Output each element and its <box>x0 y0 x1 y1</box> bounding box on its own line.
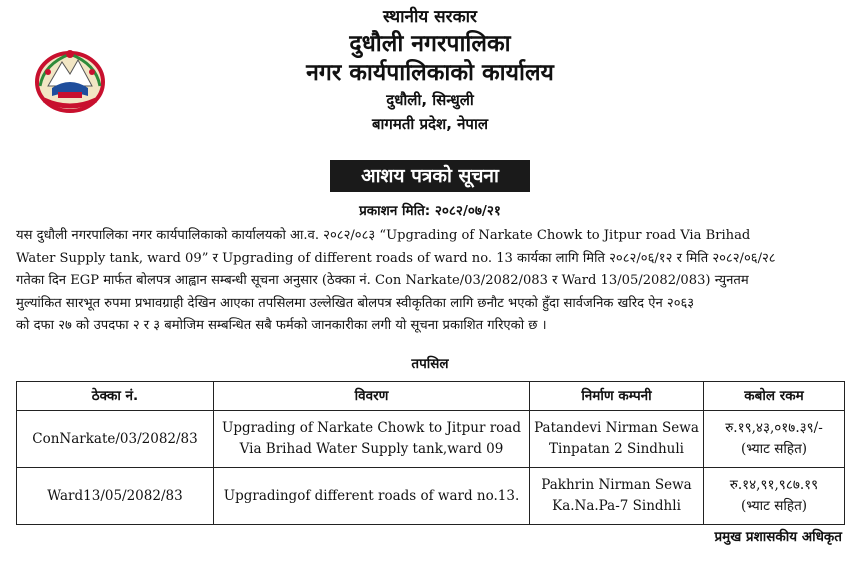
header-line-province: बागमती प्रदेश, नेपाल <box>371 114 489 133</box>
header-company: निर्माण कम्पनी <box>530 382 704 411</box>
notice-body-line: यस दुधौली नगरपालिका नगर कार्यपालिकाको कार्यालयको आ.व. २०८२/०८३ “Upgrading of Narkate Chowk to Jitpur road Via Brihad <box>16 228 751 243</box>
table-header-row <box>17 382 845 411</box>
header-line-government: स्थानीय सरकार <box>382 7 477 27</box>
company-address: Ka.Na.Pa-7 Sindhli <box>552 498 681 514</box>
table-row <box>17 468 845 525</box>
description-line: Upgradingof different roads of ward no.13. <box>223 487 520 504</box>
header-line-office: नगर कार्यपालिकाको कार्यालय <box>306 59 554 86</box>
amount-value: रु.१९,४३,०१७.३९/- <box>725 420 823 436</box>
publication-date: प्रकाशन मिति: २०८२/०७/२१ <box>359 203 501 219</box>
amount-value: रु.१४,९१,९८७.१९ <box>729 477 819 493</box>
company-address: Tinpatan 2 Sindhuli <box>549 441 684 457</box>
company-name: Patandevi Nirman Sewa <box>534 420 699 436</box>
notice-body-line: Water Supply tank, ward 09” र Upgrading of different roads of ward no. 13 कार्यका लागि मिति २०८२/०६/१२ र मिति २०८२/०६/२८ <box>16 250 776 266</box>
table-row <box>17 411 845 468</box>
notice-body <box>16 225 844 338</box>
notice-title-banner: आशय पत्रको सूचना <box>330 160 530 192</box>
contract-no-cell: Ward13/05/2082/83 <box>17 468 214 525</box>
amount-note: (भ्याट सहित) <box>740 498 808 514</box>
table-title: तपसिल <box>411 356 449 372</box>
description-line: Upgrading of Narkate Chowk to Jitpur road <box>222 420 521 436</box>
amount-note: (भ्याट सहित) <box>740 441 808 457</box>
header-line-municipality: दुधौली नगरपालिका <box>349 30 511 57</box>
description-cell <box>214 468 530 525</box>
amount-cell <box>704 468 845 525</box>
notice-body-line: को दफा २७ को उपदफा २ र ३ बमोजिम सम्बन्धित सबै फर्मको जानकारीका लगी यो सूचना प्रकाशित गरिएको छ । <box>16 318 547 334</box>
company-cell <box>530 411 704 468</box>
company-cell <box>530 468 704 525</box>
amount-cell <box>704 411 845 468</box>
notice-body-line: गतेका दिन EGP मार्फत बोलपत्र आह्वान सम्बन्धी सूचना अनुसार (ठेक्का नं. Con Narkate/03/2082/083 र Ward 13/05/2082/083) न्युनतम <box>16 273 749 289</box>
header-line-address: दुधौली, सिन्धुली <box>386 91 474 110</box>
contracts-table <box>16 381 845 525</box>
description-line: Via Brihad Water Supply tank,ward 09 <box>239 441 504 457</box>
header-amount: कबोल रकम <box>704 382 845 411</box>
company-name: Pakhrin Nirman Sewa <box>541 477 692 493</box>
header-contract-no: ठेक्का नं. <box>17 382 214 411</box>
notice-body-line: मुल्यांकित सारभूत रुपमा प्रभावग्राही देखिन आएका तपसिलमा उल्लेखित बोलपत्र स्वीकृतिका लागि छनौट भएको हुँदा सार्वजनिक खरिद ऐन २०६३ <box>16 295 695 311</box>
description-cell <box>214 411 530 468</box>
contract-no-cell: ConNarkate/03/2082/83 <box>17 411 214 468</box>
signature-title: प्रमुख प्रशासकीय अधिकृत <box>714 529 842 545</box>
header-description: विवरण <box>214 382 530 411</box>
office-header <box>0 0 860 133</box>
